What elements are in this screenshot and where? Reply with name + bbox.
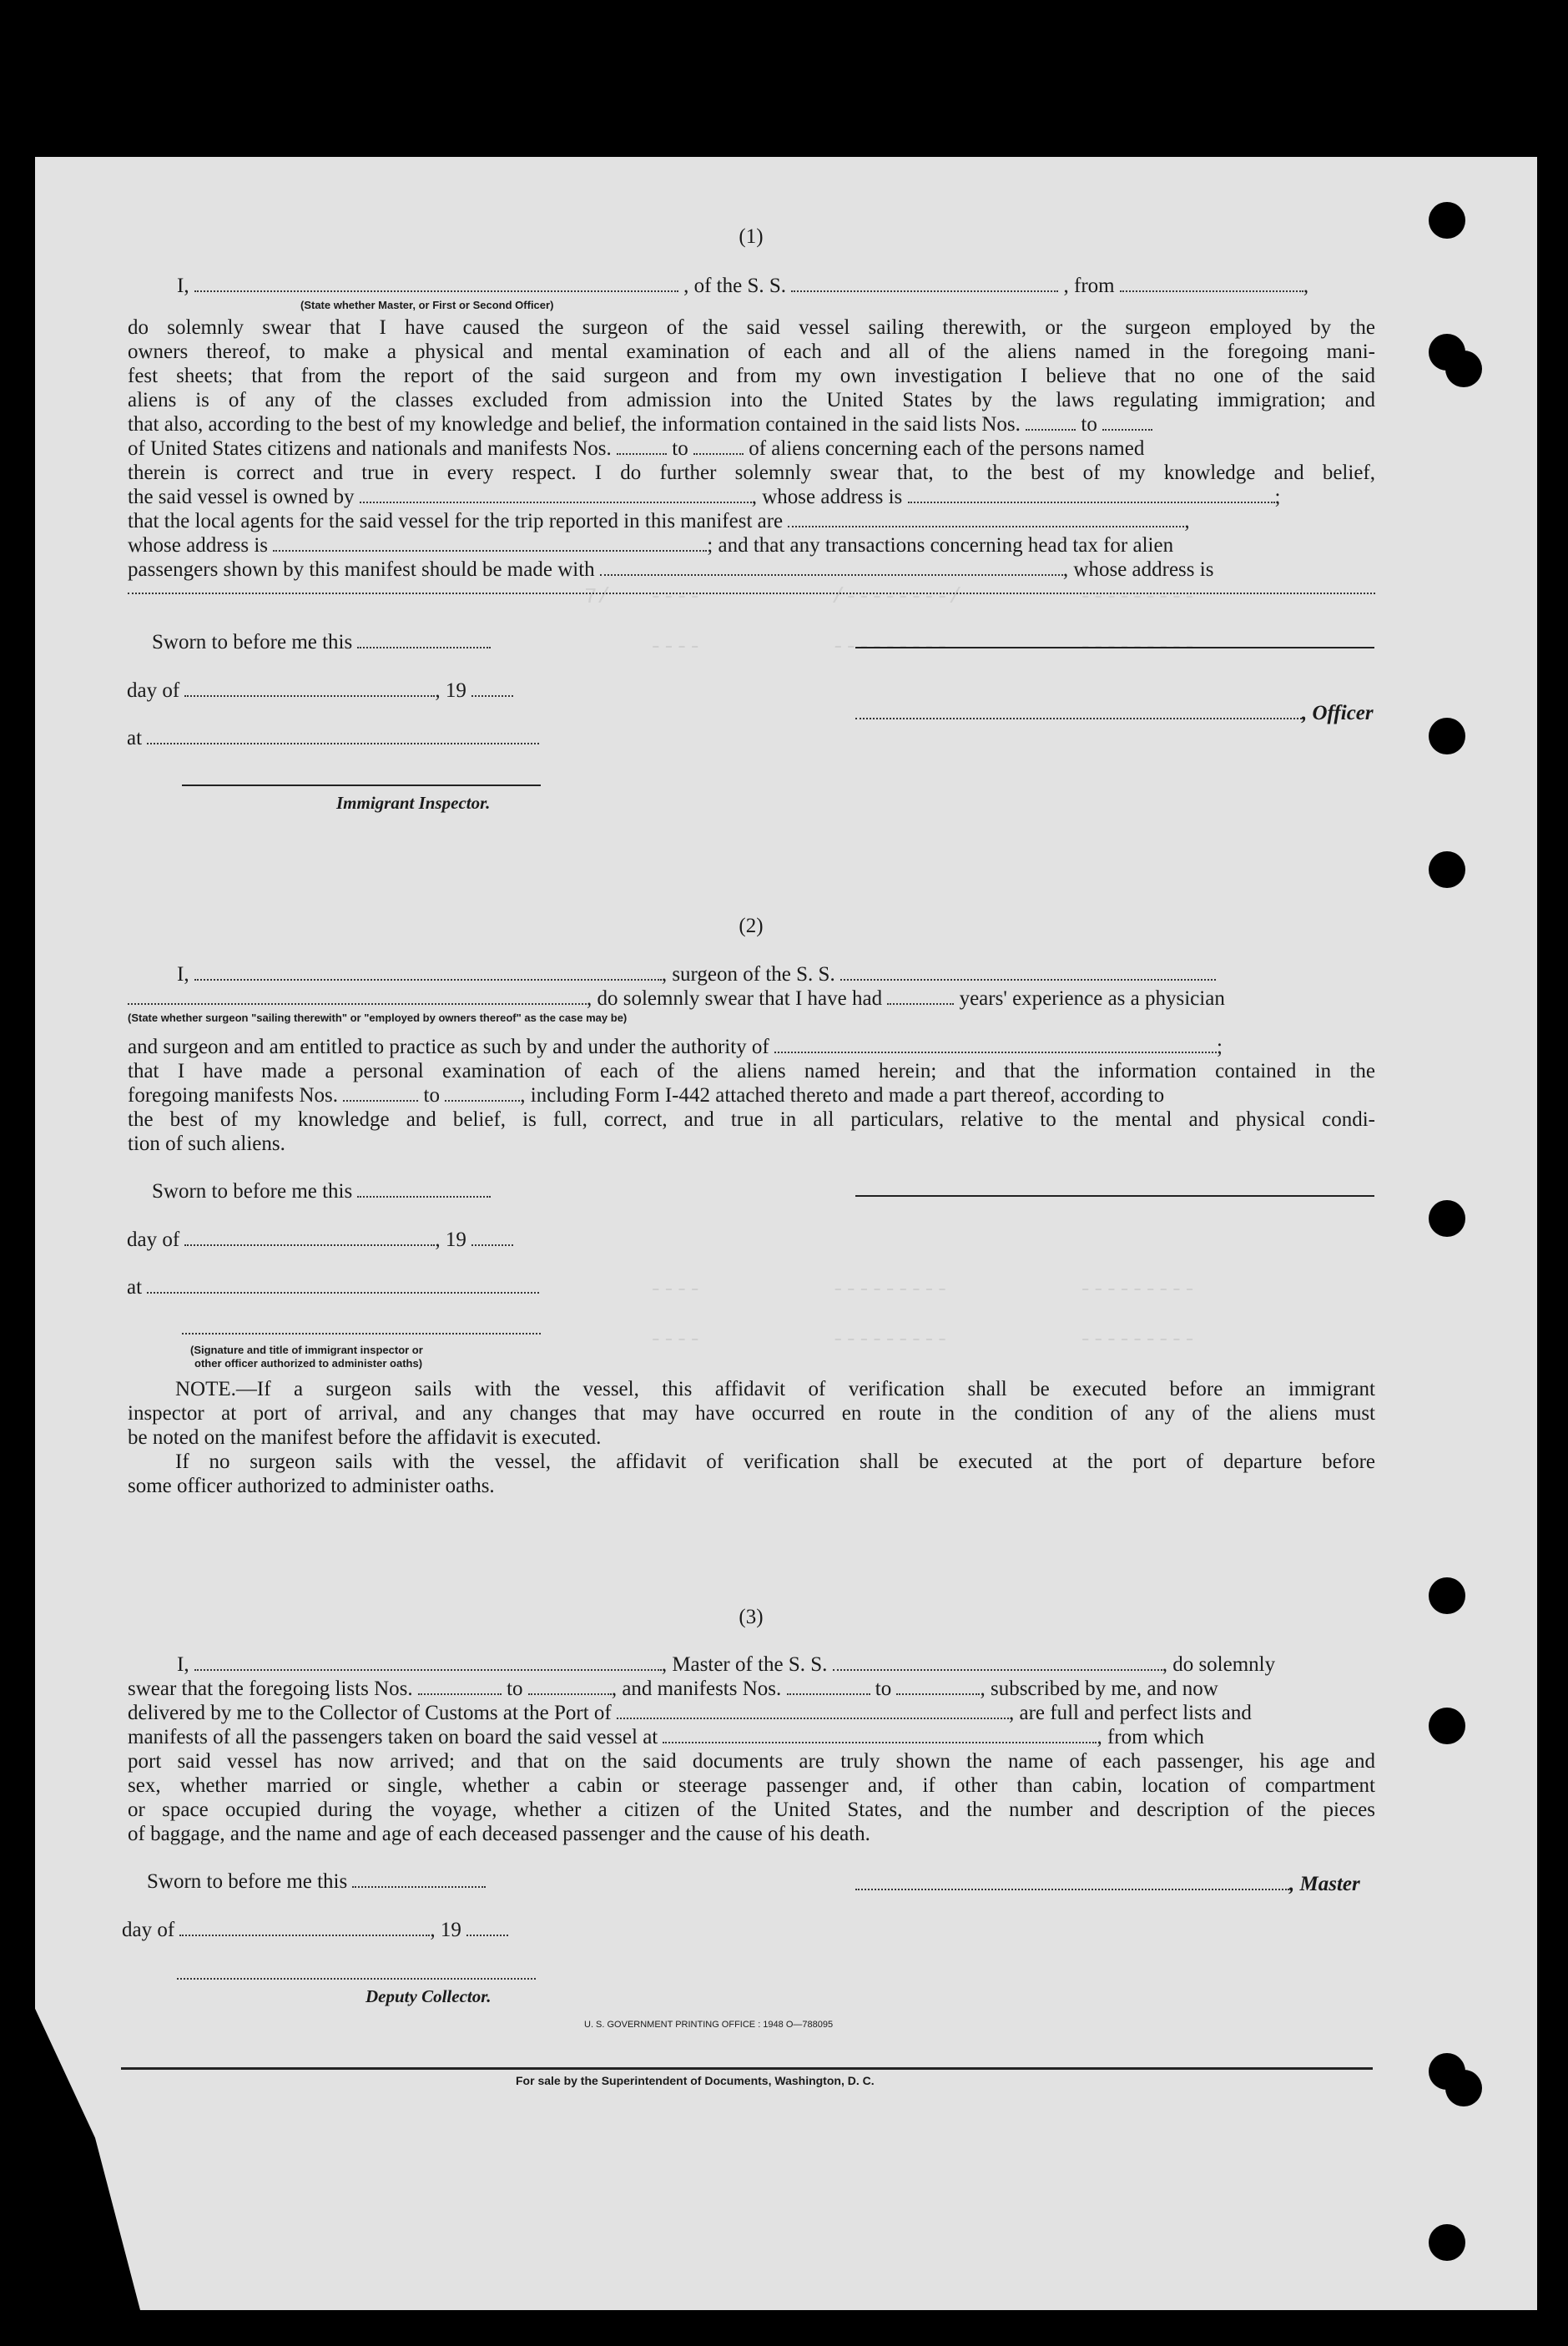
head-tax-party-field[interactable] (600, 559, 1063, 576)
note-line-5: some officer authorized to administer oaths. (128, 1475, 495, 1497)
s1-affiant-line: I, , of the S. S. , from , (177, 275, 1309, 297)
s2-body-line-3: tion of such aliens. (128, 1133, 285, 1155)
punch-hole (1429, 851, 1465, 888)
local-agents-field[interactable] (788, 511, 1184, 527)
port-from-field[interactable] (1120, 275, 1303, 292)
s3-manifests-from-field[interactable] (787, 1678, 870, 1695)
manifests-no-from-field[interactable] (617, 438, 667, 455)
s2-years-line: , do solemnly swear that I have had years' experience as a physician (128, 986, 1225, 1011)
s2-inspector-signature-line[interactable] (182, 1333, 541, 1334)
s2-body-line-1: that I have made a personal examination of each of the aliens named herein; and that the information contained in the (128, 1060, 1375, 1082)
surgeon-name-field[interactable] (194, 964, 662, 981)
s3-lists-line: swear that the foregoing lists Nos. to , and manifests Nos. to , subscribed by me, and now (128, 1678, 1218, 1700)
s3-body-line-1: port said vessel has now arrived; and that on the said documents are truly shown the name of each passenger, his age and (128, 1750, 1375, 1773)
surgeon-vessel-field[interactable] (840, 964, 1216, 981)
footer-rule (121, 2067, 1373, 2070)
s2-at-label: at (127, 1275, 539, 1299)
s1-officer-line: , Officer (855, 701, 1374, 725)
s2-authority-line: and surgeon and am entitled to practice as such by and under the authority of ; (128, 1036, 1223, 1058)
port-of-embarkation-field[interactable] (663, 1727, 1097, 1743)
bleed-through-text: ---- --------- --------- (584, 634, 1197, 659)
s1-body-line-3: fest sheets; that from the report of the said surgeon and from my own investigation I believe that no one of the said (128, 365, 1375, 387)
s1-manifests-line: of United States citizens and nationals and manifests Nos. to of aliens concerning each of the persons named (128, 437, 1145, 460)
s3-body-line-2: sex, whether married or single, whether a cabin or steerage passenger and, if other than cabin, location of compartment (128, 1774, 1375, 1797)
note-line-2: inspector at port of arrival, and any changes that may have occurred en route in the condition of any of the aliens must (128, 1402, 1375, 1425)
s3-lists-to-field[interactable] (528, 1678, 612, 1695)
punch-hole (1429, 1200, 1465, 1237)
s2-signature-caption-2: other officer authorized to administer oaths) (194, 1357, 423, 1370)
s1-body-line-1: do solemnly swear that I have caused the surgeon of the said vessel sailing therewith, or the surgeon employed by the (128, 316, 1375, 339)
s3-body-line-4: of baggage, and the name and age of each deceased passenger and the cause of his death. (128, 1823, 870, 1845)
s2-manifests-from-field[interactable] (343, 1085, 418, 1102)
bleed-through-text: ---- --------- --------- (584, 1277, 1197, 1302)
s1-body-line-2: owners thereof, to make a physical and mental examination of each and all of the aliens named in the foregoing mani- (128, 341, 1375, 363)
s1-sworn-label: Sworn to before me this (152, 630, 491, 654)
port-of-arrival-field[interactable] (617, 1703, 1009, 1719)
s3-affiant-line: I, , Master of the S. S. , do solemnly (177, 1653, 1276, 1676)
s3-manifests-to-field[interactable] (896, 1678, 980, 1695)
rank-field[interactable] (194, 275, 678, 292)
owner-address-field[interactable] (908, 487, 1275, 503)
s1-passengers-line: passengers shown by this manifest should be made with , whose address is (128, 558, 1214, 581)
punch-hole (1445, 351, 1482, 387)
s2-body-line-2: the best of my knowledge and belief, is full, correct, and true in all particulars, relative to the mental and physical condi- (128, 1108, 1375, 1131)
lists-no-to-field[interactable] (1102, 414, 1152, 431)
authority-field[interactable] (774, 1037, 1217, 1053)
note-line-3: be noted on the manifest before the affidavit is executed. (128, 1426, 602, 1449)
s1-inspector-label: Immigrant Inspector. (336, 793, 491, 813)
s1-correct-line: therein is correct and true in every respect. I do further solemnly swear that, to the best of my knowledge and belief, (128, 462, 1375, 484)
s2-affiant-line: I, , surgeon of the S. S. (177, 962, 1216, 986)
s2-sworn-label: Sworn to before me this (152, 1179, 491, 1203)
s2-status-caption: (State whether surgeon "sailing therewith" or "employed by owners thereof" as the case may be) (128, 1012, 628, 1024)
s1-day-label: day of , 19 (127, 679, 513, 703)
surgeon-status-field[interactable] (128, 988, 587, 1005)
punch-hole (1429, 2224, 1465, 2261)
s3-sworn-label: Sworn to before me this (147, 1869, 486, 1894)
bleed-through-text: 7/ ---- /--------/ --------- (584, 584, 1197, 609)
s1-lists-line: that also, according to the best of my knowledge and belief, the information contained in the said lists Nos. to (128, 412, 1152, 436)
section-2-number: (2) (739, 915, 764, 937)
s3-body-line-3: or space occupied during the voyage, whether a citizen of the United States, and the number and description of the pieces (128, 1799, 1375, 1821)
owner-field[interactable] (360, 487, 752, 503)
printing-office-line: U. S. GOVERNMENT PRINTING OFFICE : 1948 O—788095 (584, 2020, 834, 2030)
punch-hole (1429, 1577, 1465, 1614)
s3-lists-from-field[interactable] (418, 1678, 502, 1695)
s1-agents-line: that the local agents for the said vessel for the trip reported in this manifest are , (128, 510, 1190, 532)
years-experience-field[interactable] (887, 988, 954, 1005)
s1-inspector-signature-line[interactable] (182, 785, 541, 786)
bleed-through-text: ---- --------- --------- (584, 1327, 1197, 1352)
lists-no-from-field[interactable] (1026, 414, 1076, 431)
s3-day-label: day of , 19 (122, 1918, 508, 1942)
s3-taken-line: manifests of all the passengers taken on board the said vessel at , from which (128, 1726, 1204, 1748)
punch-hole (1429, 718, 1465, 754)
note-line-1: NOTE.—If a surgeon sails with the vessel, this affidavit of verification shall be executed before an immigrant (175, 1378, 1375, 1400)
punch-hole (1429, 202, 1465, 239)
s1-rank-caption: (State whether Master, or First or Second Officer) (300, 299, 554, 311)
s2-signature-line[interactable] (855, 1195, 1374, 1197)
s1-at-label: at (127, 726, 539, 750)
s3-collector-label: Deputy Collector. (366, 1986, 492, 2006)
master-vessel-field[interactable] (833, 1654, 1162, 1671)
s1-owner-line: the said vessel is owned by , whose address is ; (128, 486, 1281, 508)
s1-signature-line[interactable] (855, 647, 1374, 648)
s2-day-label: day of , 19 (127, 1228, 513, 1252)
s2-manifests-to-field[interactable] (445, 1085, 520, 1102)
section-1-number: (1) (739, 225, 764, 248)
agents-address-field[interactable] (273, 535, 707, 552)
s1-whose-line: whose address is ; and that any transactions concerning head tax for alien (128, 534, 1174, 557)
s3-collector-signature-line[interactable] (177, 1978, 536, 1980)
s1-body-line-4: aliens is of any of the classes excluded from admission into the United States by the laws regulating immigration; and (128, 389, 1375, 411)
s3-master-line: , Master (855, 1872, 1360, 1896)
s2-foregoing-line: foregoing manifests Nos. to , including Form I-442 attached thereto and made a part thereof, according to (128, 1084, 1165, 1107)
manifests-no-to-field[interactable] (693, 438, 744, 455)
s3-collector-line: delivered by me to the Collector of Customs at the Port of , are full and perfect lists and (128, 1702, 1252, 1724)
punch-hole (1429, 1708, 1465, 1744)
for-sale-line: For sale by the Superintendent of Documents, Washington, D. C. (516, 2074, 875, 2087)
s2-signature-caption-1: (Signature and title of immigrant inspector or (190, 1344, 423, 1356)
head-tax-address-field[interactable] (128, 593, 1375, 594)
vessel-name-field[interactable] (791, 275, 1058, 292)
master-name-field[interactable] (194, 1654, 662, 1671)
punch-hole (1445, 2070, 1482, 2106)
note-line-4: If no surgeon sails with the vessel, the affidavit of verification shall be executed at the port of departure before (175, 1450, 1375, 1473)
section-3-number: (3) (739, 1606, 764, 1628)
